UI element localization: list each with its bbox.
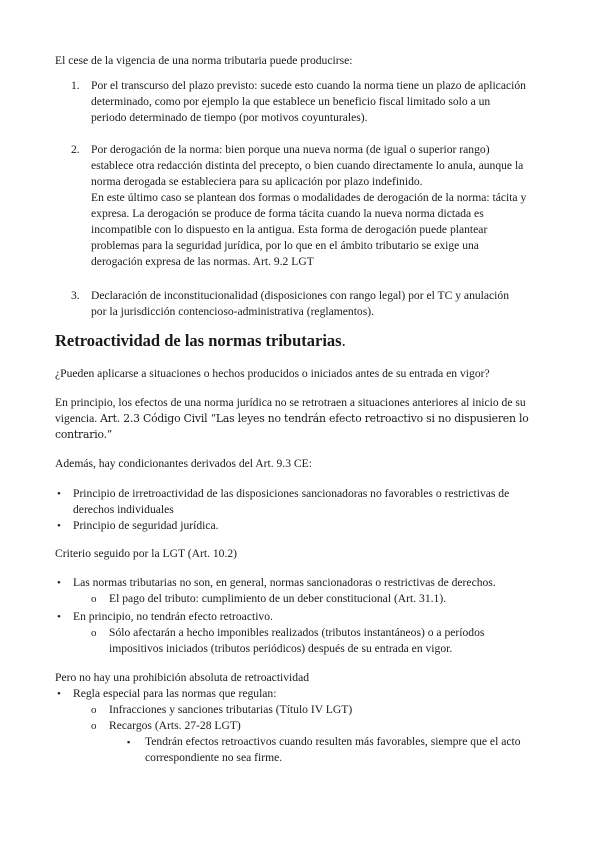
list-item-text: expresa. La derogación se produce de forma tácita cuando la nueva norma dictada es xyxy=(91,207,484,220)
list-number: 1. xyxy=(71,79,80,92)
bullet-text: En principio, no tendrán efecto retroactivo. xyxy=(73,610,273,623)
bullet-icon: • xyxy=(57,688,61,700)
bullet-text: Las normas tributarias no son, en general, normas sancionadoras o restrictivas de derechos. xyxy=(73,576,496,589)
list-item-text: determinado, como por ejemplo la que establece un beneficio fiscal limitado solo a un xyxy=(91,95,491,108)
intro-paragraph: El cese de la vigencia de una norma tributaria puede producirse: xyxy=(55,54,353,67)
exception-intro: Pero no hay una prohibición absoluta de retroactividad xyxy=(55,671,310,684)
bullet-text: Principio de irretroactividad de las disposiciones sancionadoras no favorables o restrictivas de xyxy=(73,487,510,500)
list-item-text: norma derogada se estableciera para su aplicación por plazo indefinido. xyxy=(91,175,423,188)
bullet-text: Principio de seguridad jurídica. xyxy=(73,519,219,532)
sub-bullet-text: Sólo afectarán a hecho imponibles realizados (tributos instantáneos) o a períodos xyxy=(109,626,485,639)
bullet-text: derechos individuales xyxy=(73,503,174,516)
square-bullet-icon: ▪ xyxy=(127,737,131,747)
list-item-text: Por derogación de la norma: bien porque una nueva norma (de igual o superior rango) xyxy=(91,143,490,156)
sub-bullet-text: Infracciones y sanciones tributarias (Título IV LGT) xyxy=(109,703,353,716)
sub-bullet-text: Recargos (Arts. 27-28 LGT) xyxy=(109,719,241,732)
bullet-icon: • xyxy=(57,520,61,532)
list-item-text: establece otra redacción distinta del precepto, o bien cuando directamente lo anula, aunque la xyxy=(91,159,524,172)
civil-code-citation-end: contrario.” xyxy=(55,428,113,441)
list-item-text: derogación expresa de las normas. Art. 9.2 LGT xyxy=(91,255,314,268)
section-heading-suffix: . xyxy=(341,331,346,350)
bullet-icon: • xyxy=(57,488,61,500)
section-heading xyxy=(55,331,346,351)
list-number: 2. xyxy=(71,143,80,156)
list-item-text: por la jurisdicción contencioso-administrativa (reglamentos). xyxy=(91,305,374,318)
list-item-text: Declaración de inconstitucionalidad (disposiciones con rango legal) por el TC y anulación xyxy=(91,289,509,302)
list-item-text: Por el transcurso del plazo previsto: sucede esto cuando la norma tiene un plazo de aplicación xyxy=(91,79,526,92)
civil-code-citation: Art. 2.3 Código Civil “Las leyes no tendrán efecto retroactivo si no dispusieren lo xyxy=(100,412,529,425)
list-item-text: incompatible con lo dispuesto en la antigua. Esta forma de derogación puede plantear xyxy=(91,223,488,236)
bullet-text: Regla especial para las normas que regulan: xyxy=(73,687,277,700)
question-paragraph: ¿Pueden aplicarse a situaciones o hechos producidos o iniciados antes de su entrada en vigor? xyxy=(55,367,490,380)
principle-text: vigencia. xyxy=(55,412,101,425)
lgt-intro: Criterio seguido por la LGT (Art. 10.2) xyxy=(55,547,238,560)
principle-line: En principio, los efectos de una norma jurídica no se retrotraen a situaciones anteriores al inicio de su xyxy=(55,396,526,409)
circle-bullet-icon: o xyxy=(91,593,97,605)
sub-bullet-text: impositivos iniciados (tributos periódicos) después de su entrada en vigor. xyxy=(109,642,453,655)
circle-bullet-icon: o xyxy=(91,627,97,639)
circle-bullet-icon: o xyxy=(91,720,97,732)
list-item-text: En este último caso se plantean dos formas o modalidades de derogación de la norma: tácita y xyxy=(91,191,527,204)
circle-bullet-icon: o xyxy=(91,704,97,716)
bullet-icon: • xyxy=(57,611,61,623)
sub-sub-bullet-text: correspondiente no sea firme. xyxy=(145,751,283,764)
bullet-icon: • xyxy=(57,577,61,589)
list-item-text: periodo determinado de tiempo (por motivos coyunturales). xyxy=(91,111,368,124)
list-item-text: problemas para la seguridad jurídica, por lo que en el ámbito tributario se exige una xyxy=(91,239,479,252)
principle-line xyxy=(55,411,529,427)
sub-sub-bullet-text: Tendrán efectos retroactivos cuando resulten más favorables, siempre que el acto xyxy=(145,735,521,748)
list-number: 3. xyxy=(71,289,80,302)
ce-intro: Además, hay condicionantes derivados del Art. 9.3 CE: xyxy=(55,457,312,470)
sub-bullet-text: El pago del tributo: cumplimiento de un deber constitucional (Art. 31.1). xyxy=(109,592,447,605)
section-heading-text: Retroactividad de las normas tributarias xyxy=(55,331,342,350)
